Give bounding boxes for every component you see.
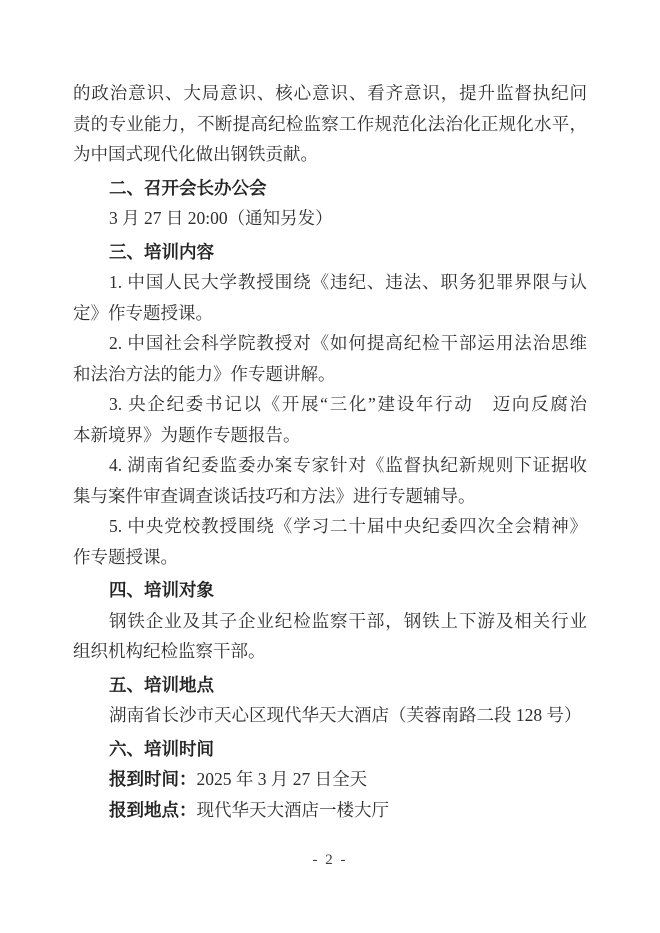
paragraph-line: 1. 中国人民大学教授围绕《违纪、违法、职务犯罪界限与认 bbox=[109, 272, 587, 292]
section-heading: 六、培训时间 bbox=[109, 738, 214, 759]
section-heading: 四、培训对象 bbox=[109, 580, 214, 600]
paragraph-line: 的政治意识、大局意识、核心意识、看齐意识，提升监督执纪问 bbox=[73, 83, 587, 103]
section-heading: 五、培训地点 bbox=[109, 674, 214, 695]
section-heading: 三、培训内容 bbox=[109, 241, 214, 262]
paragraph-line: 钢铁企业及其子企业纪检监察干部，钢铁上下游及相关行业 bbox=[109, 610, 587, 631]
paragraph-line: 为中国式现代化做出钢铁贡献。 bbox=[73, 144, 318, 164]
page-number: - 2 - bbox=[312, 852, 348, 868]
paragraph-line: 本新境界》为题作专题报告。 bbox=[73, 424, 301, 445]
section-heading: 二、召开会长办公会 bbox=[109, 177, 267, 198]
line-label: 报到时间： bbox=[109, 769, 197, 789]
paragraph-line: 4. 湖南省纪委监委办案专家针对《监督执纪新规则下证据收 bbox=[109, 455, 587, 475]
paragraph-line: 集与案件审查调查谈话技巧和方法》进行专题辅导。 bbox=[73, 485, 476, 506]
label-line: 报到时间：2025 年 3 月 27 日全天 bbox=[109, 769, 368, 789]
paragraph-line: 责的专业能力，不断提高纪检监察工作规范化法治化正规化水平， bbox=[73, 113, 587, 134]
label-line: 报到地点：现代华天大酒店一楼大厅 bbox=[109, 799, 389, 820]
paragraph-line: 湖南省长沙市天心区现代华天大酒店（芙蓉南路二段 128 号） bbox=[109, 705, 582, 725]
paragraph-line: 3 月 27 日 20:00（通知另发） bbox=[109, 208, 333, 228]
paragraph-line: 和法治方法的能力》作专题讲解。 bbox=[73, 363, 336, 384]
paragraph-line: 2. 中国社会科学院教授对《如何提高纪检干部运用法治思维 bbox=[109, 333, 587, 353]
line-label: 报到地点： bbox=[109, 799, 197, 820]
document-body bbox=[73, 78, 587, 825]
paragraph-line: 5. 中央党校教授围绕《学习二十届中央纪委四次全会精神》 bbox=[109, 516, 587, 536]
paragraph-line: 3. 央企纪委书记以《开展“三化”建设年行动 迈向反腐治 bbox=[109, 394, 587, 414]
paragraph-line: 组织机构纪检监察干部。 bbox=[73, 641, 266, 661]
paragraph-line: 作专题授课。 bbox=[73, 546, 178, 567]
paragraph-line: 定》作专题授课。 bbox=[73, 302, 213, 323]
